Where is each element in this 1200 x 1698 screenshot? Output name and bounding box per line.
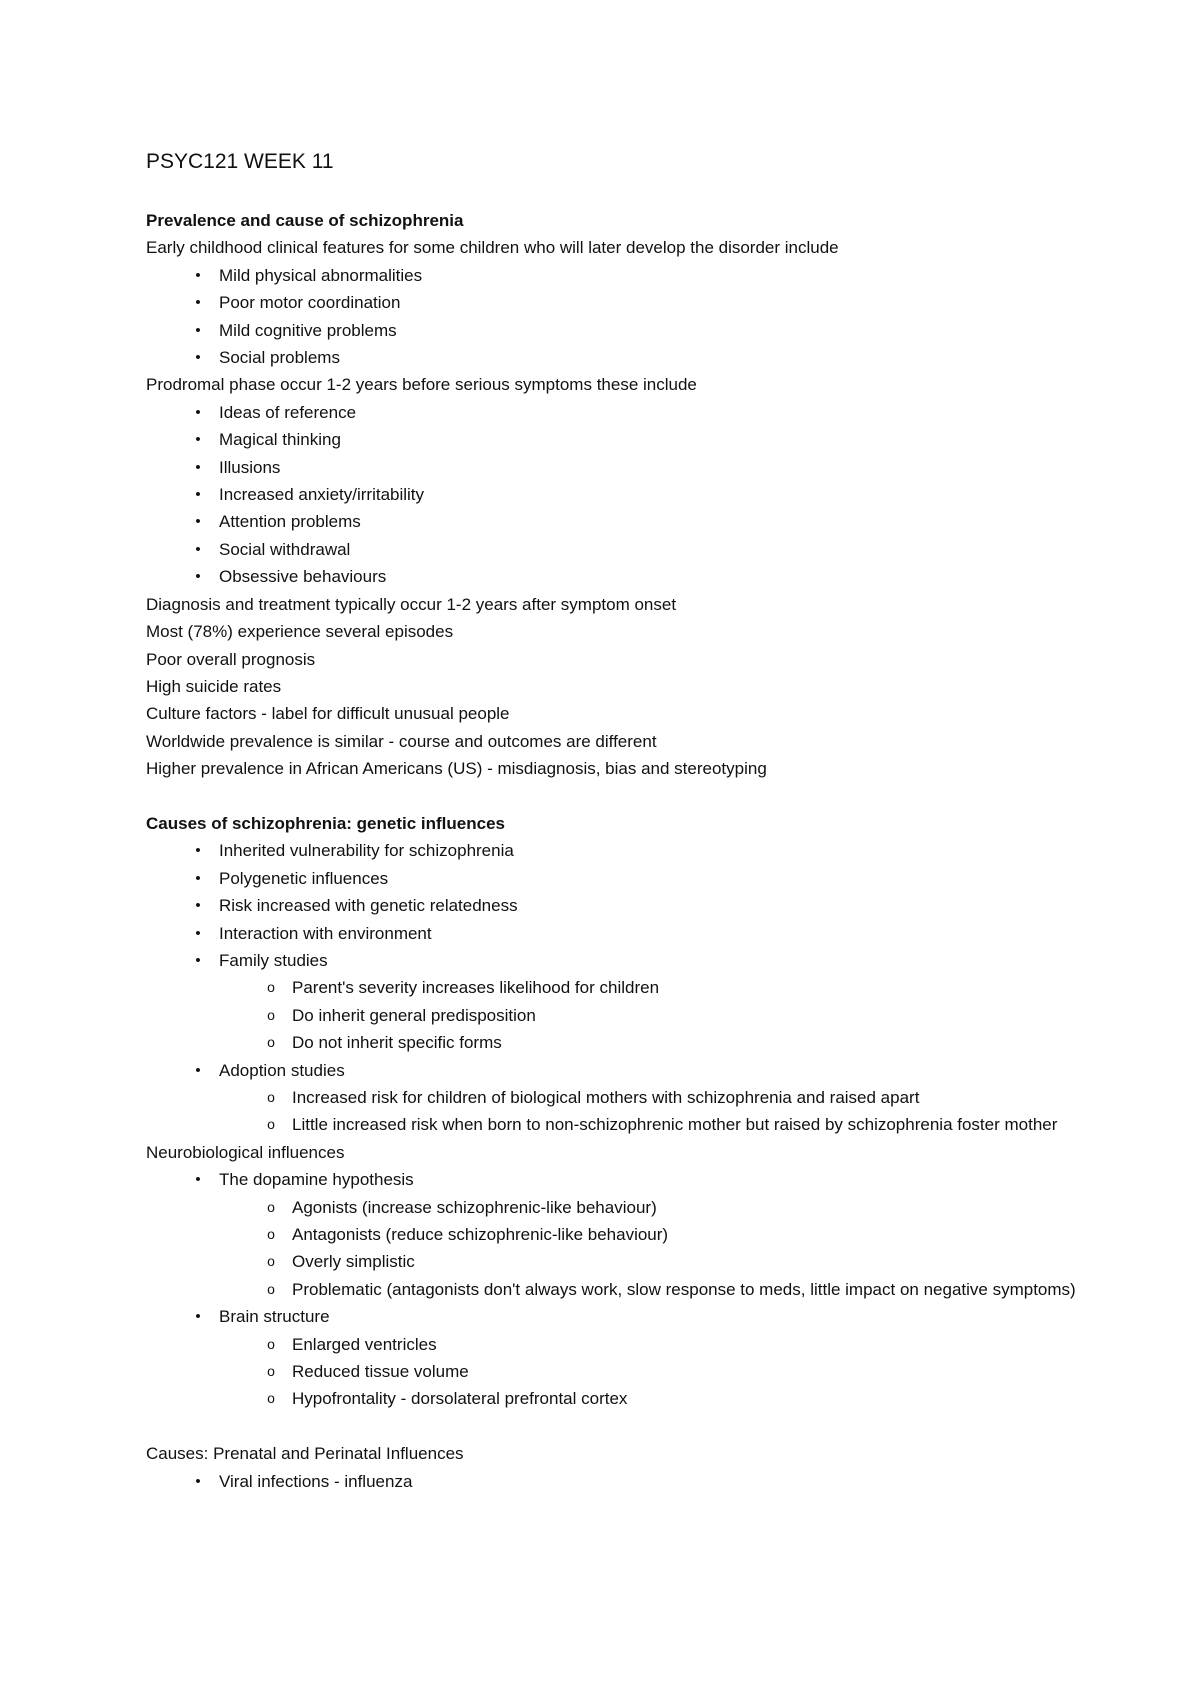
line-text: Risk increased with genetic relatedness (219, 896, 518, 916)
line-text: Neurobiological influences (146, 1142, 345, 1162)
line-text: Mild physical abnormalities (219, 265, 423, 285)
bullet-item (146, 837, 1076, 864)
bullet-item (146, 536, 1076, 563)
bullet-icon: • (195, 568, 201, 586)
bullet-icon: • (195, 349, 201, 367)
line-text: Causes of schizophrenia: genetic influences (146, 813, 505, 833)
line-text: Adoption studies (219, 1060, 345, 1080)
bullet-icon: • (195, 924, 201, 942)
bullet-icon: • (195, 951, 201, 969)
bullet-item (146, 508, 1076, 535)
blank-line (146, 783, 1076, 810)
bullet-icon: • (195, 1171, 201, 1189)
line-text: Attention problems (219, 512, 361, 532)
bullet-icon: • (195, 321, 201, 339)
line-text: Obsessive behaviours (219, 567, 387, 587)
line-text: Social problems (219, 348, 340, 368)
sub-bullet-item (146, 1029, 1076, 1056)
bullet-icon: • (195, 1472, 201, 1490)
line-text: Overly simplistic (292, 1252, 415, 1272)
line-text: Higher prevalence in African Americans (US) - misdiagnosis, bias and stereotyping (146, 759, 767, 779)
line-text: Social withdrawal (219, 539, 351, 559)
sub-bullet-item (146, 1111, 1076, 1138)
sub-bullet-item (146, 974, 1076, 1001)
bullet-icon: • (195, 403, 201, 421)
sub-bullet-item (146, 1221, 1076, 1248)
line-text: Mild cognitive problems (219, 320, 397, 340)
line-text: Problematic (antagonists don't always work, slow response to meds, little impact on negative symptoms) (292, 1279, 1076, 1299)
line-text: Causes: Prenatal and Perinatal Influences (146, 1444, 464, 1464)
bullet-icon: • (195, 842, 201, 860)
line-text: Agonists (increase schizophrenic-like behaviour) (292, 1197, 657, 1217)
line-text: Early childhood clinical features for some children who will later develop the disorder include (146, 238, 839, 258)
sub-bullet-item (146, 1276, 1076, 1303)
bullet-item (146, 1166, 1076, 1193)
sub-bullet-icon: o (267, 1226, 275, 1243)
line-text: Increased anxiety/irritability (219, 485, 425, 505)
line-text: Increased risk for children of biological mothers with schizophrenia and raised apart (292, 1087, 920, 1107)
paragraph-line (146, 371, 1076, 398)
line-text: Polygenetic influences (219, 868, 389, 888)
sub-bullet-icon: o (267, 1335, 275, 1352)
line-text: Illusions (219, 457, 281, 477)
line-text: Family studies (219, 950, 328, 970)
line-text: Prevalence and cause of schizophrenia (146, 211, 464, 230)
sub-bullet-item (146, 1248, 1076, 1275)
line-text: Poor motor coordination (219, 293, 401, 313)
sub-bullet-icon: o (267, 1198, 275, 1215)
sub-bullet-icon: o (267, 979, 275, 996)
line-text: Prodromal phase occur 1-2 years before serious symptoms these include (146, 375, 697, 395)
line-text: High suicide rates (146, 676, 282, 696)
paragraph-line (146, 1440, 1076, 1467)
sub-bullet-icon: o (267, 1253, 275, 1270)
line-text: Inherited vulnerability for schizophrenia (219, 841, 514, 861)
sub-bullet-icon: o (267, 1116, 275, 1133)
line-text: Interaction with environment (219, 923, 432, 943)
line-text: Do not inherit specific forms (292, 1033, 502, 1053)
sub-bullet-item (146, 1385, 1076, 1412)
bullet-icon: • (195, 540, 201, 558)
paragraph-line (146, 646, 1076, 673)
bullet-icon: • (195, 486, 201, 504)
sub-bullet-item (146, 1002, 1076, 1029)
line-text: Culture factors - label for difficult unusual people (146, 704, 510, 724)
sub-bullet-icon: o (267, 1088, 275, 1105)
bullet-icon: • (195, 897, 201, 915)
bullet-item (146, 920, 1076, 947)
bullet-item (146, 426, 1076, 453)
section-heading (146, 207, 1076, 234)
sub-bullet-item (146, 1194, 1076, 1221)
sub-bullet-icon: o (267, 1280, 275, 1297)
bullet-item (146, 262, 1076, 289)
line-text: Antagonists (reduce schizophrenic-like behaviour) (292, 1225, 669, 1245)
bullet-icon: • (195, 869, 201, 887)
line-text: Parent's severity increases likelihood for children (292, 978, 660, 998)
sub-bullet-icon: o (267, 1363, 275, 1380)
bullet-item (146, 454, 1076, 481)
line-text: Diagnosis and treatment typically occur 1-2 years after symptom onset (146, 594, 677, 614)
bullet-item (146, 399, 1076, 426)
line-text: Most (78%) experience several episodes (146, 622, 454, 642)
line-text: Hypofrontality - dorsolateral prefrontal cortex (292, 1389, 628, 1409)
bullet-icon: • (195, 458, 201, 476)
bullet-item (146, 865, 1076, 892)
bullet-icon: • (195, 266, 201, 284)
paragraph-line (146, 755, 1076, 782)
bullet-item (146, 344, 1076, 371)
line-text: Brain structure (219, 1307, 330, 1327)
sub-bullet-icon: o (267, 1034, 275, 1051)
sub-bullet-item (146, 1331, 1076, 1358)
line-text: The dopamine hypothesis (219, 1170, 414, 1190)
line-text: Viral infections - influenza (219, 1471, 413, 1491)
blank-line (146, 1413, 1076, 1440)
bullet-item (146, 1303, 1076, 1330)
bullet-item (146, 1057, 1076, 1084)
bullet-item (146, 317, 1076, 344)
line-text: Little increased risk when born to non-schizophrenic mother but raised by schizophrenia foster mother (292, 1115, 1058, 1135)
document-body (146, 207, 1076, 1495)
sub-bullet-item (146, 1358, 1076, 1385)
paragraph-line (146, 1139, 1076, 1166)
section-heading (146, 810, 1076, 837)
bullet-item (146, 947, 1076, 974)
bullet-icon: • (195, 1308, 201, 1326)
line-text: Ideas of reference (219, 402, 357, 422)
paragraph-line (146, 618, 1076, 645)
bullet-item (146, 1468, 1076, 1495)
bullet-item (146, 563, 1076, 590)
line-text: Worldwide prevalence is similar - course and outcomes are different (146, 731, 657, 751)
line-text: Poor overall prognosis (146, 649, 316, 669)
page-title: PSYC121 WEEK 11 (146, 150, 334, 173)
paragraph-line (146, 591, 1076, 618)
bullet-icon: • (195, 431, 201, 449)
sub-bullet-icon: o (267, 1390, 275, 1407)
bullet-icon: • (195, 1061, 201, 1079)
bullet-item (146, 892, 1076, 919)
line-text: Magical thinking (219, 430, 341, 450)
sub-bullet-item (146, 1084, 1076, 1111)
paragraph-line (146, 673, 1076, 700)
bullet-item (146, 289, 1076, 316)
sub-bullet-icon: o (267, 1006, 275, 1023)
paragraph-line (146, 728, 1076, 755)
bullet-item (146, 481, 1076, 508)
bullet-icon: • (195, 513, 201, 531)
paragraph-line (146, 234, 1076, 261)
line-text: Reduced tissue volume (292, 1362, 469, 1382)
bullet-icon: • (195, 294, 201, 312)
line-text: Do inherit general predisposition (292, 1005, 536, 1025)
paragraph-line (146, 700, 1076, 727)
line-text: Enlarged ventricles (292, 1334, 437, 1354)
